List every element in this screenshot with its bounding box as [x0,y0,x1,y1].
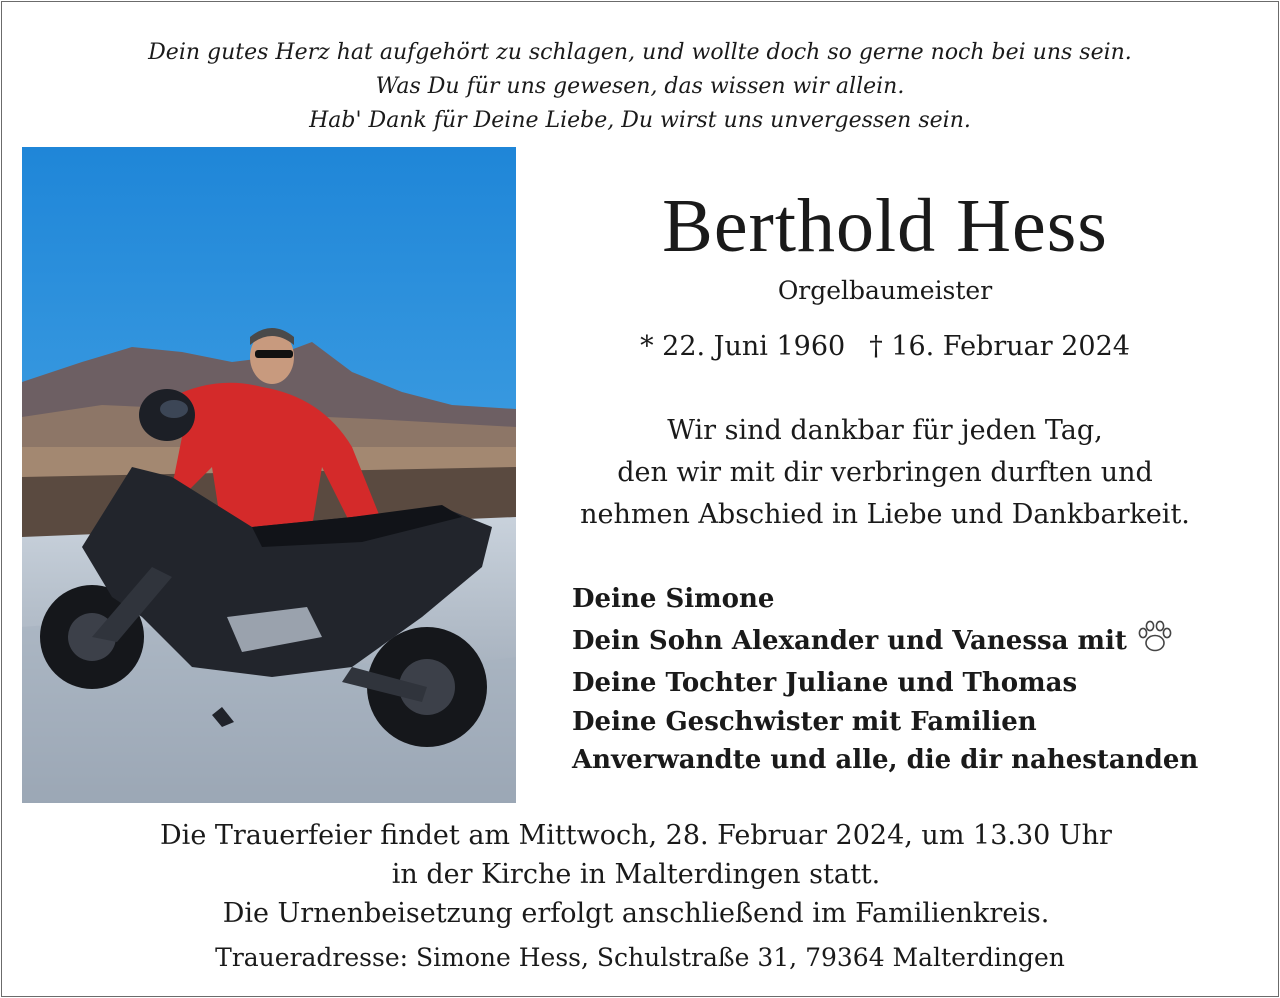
deceased-info [540,180,1230,536]
ceremony-line: Die Trauerfeier findet am Mittwoch, 28. Februar 2024, um 13.30 Uhr [160,820,1112,851]
poem-line: Hab' Dank für Deine Liebe, Du wirst uns unvergessen sein. [309,108,971,133]
death-date: † 16. Februar 2024 [869,331,1130,362]
mourner-line: Deine Simone [572,584,775,614]
memorial-poem [0,36,1280,138]
deceased-profession: Orgelbaumeister [777,276,993,305]
quote-line: den wir mit dir verbringen durften und [617,457,1153,488]
mourner-line: Dein Sohn Alexander und Vanessa mit [572,619,1198,665]
life-dates [540,328,1230,366]
mourning-address: Traueradresse: Simone Hess, Schulstraße 31, 79364 Malterdingen [215,943,1065,972]
quote-line: Wir sind dankbar für jeden Tag, [667,415,1103,446]
birth-date: * 22. Juni 1960 [640,331,846,362]
mourner-line: Deine Tochter Juliane und Thomas [572,668,1078,698]
deceased-name: Berthold Hess [662,184,1108,268]
ceremony-line: Die Urnenbeisetzung erfolgt anschließend im Familienkreis. [222,898,1050,929]
farewell-quote [540,410,1230,536]
mourner-line: Anverwandte und alle, die dir nahestanden [572,745,1199,775]
ceremony-line: in der Kirche in Malterdingen statt. [391,859,881,890]
paw-print-icon [1133,619,1177,665]
funeral-details [0,816,1272,933]
mourners-list [572,580,1198,780]
quote-line: nehmen Abschied in Liebe und Dankbarkeit. [580,499,1190,530]
mourner-line: Deine Geschwister mit Familien [572,706,1037,737]
portrait-photo [22,147,516,803]
poem-line: Dein gutes Herz hat aufgehört zu schlagen, und wollte doch so gerne noch bei uns sein. [148,40,1132,65]
poem-line: Was Du für uns gewesen, das wissen wir allein. [375,74,905,99]
